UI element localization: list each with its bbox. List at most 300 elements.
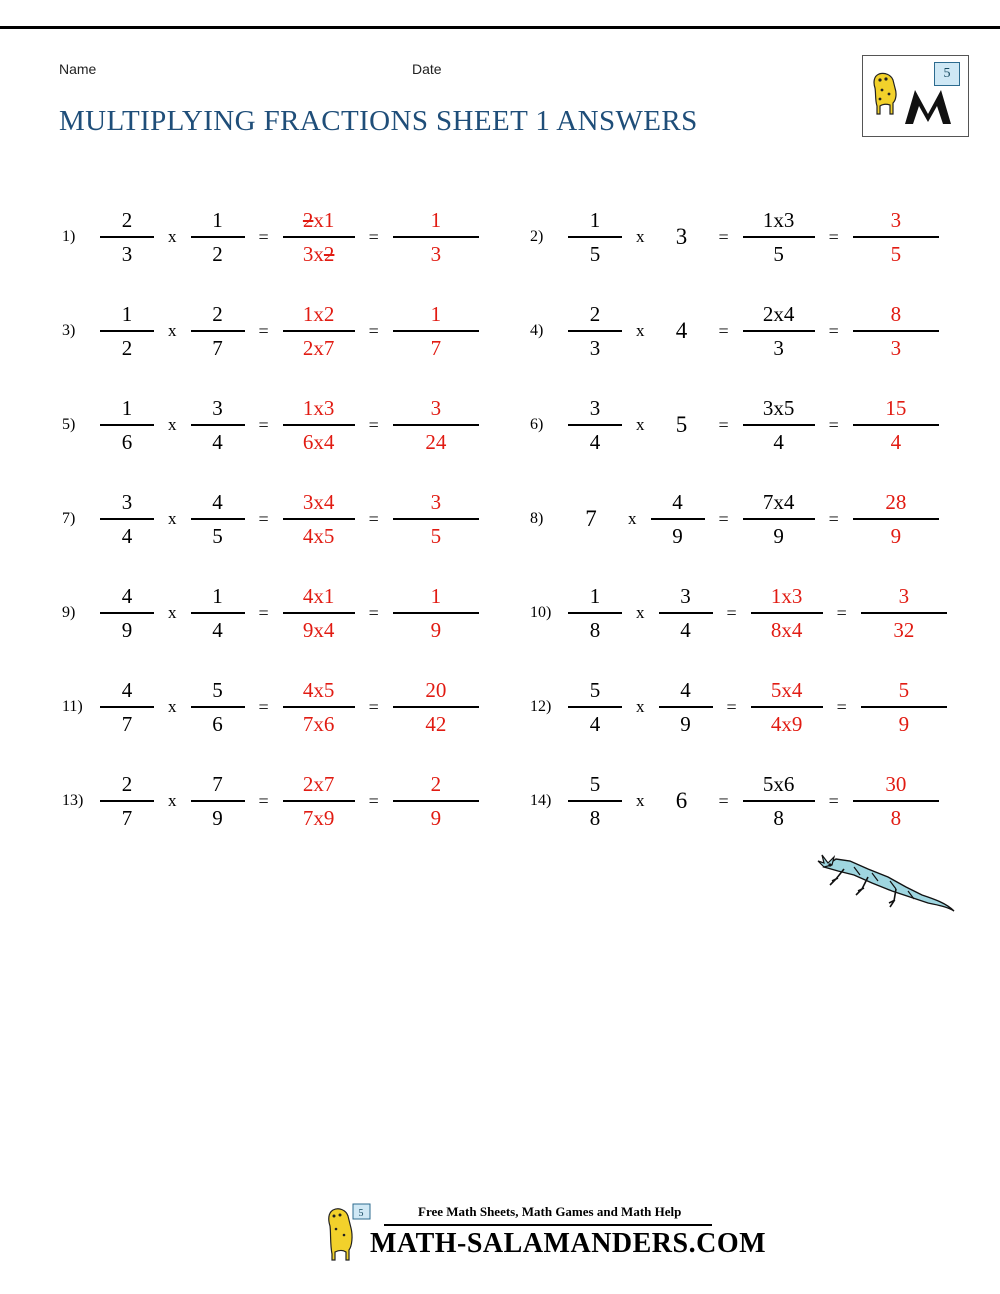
- equals-symbol: =: [258, 790, 269, 811]
- fraction-numerator: 4: [121, 678, 133, 702]
- problem: [530, 378, 943, 472]
- fraction: [100, 769, 154, 833]
- fraction-bar: [743, 424, 815, 426]
- fraction: [659, 581, 713, 645]
- working-fraction: [743, 487, 815, 551]
- fraction: [568, 299, 622, 363]
- equals-symbol: =: [368, 602, 379, 623]
- fraction-bar: [100, 706, 154, 708]
- fraction-denominator: 8: [890, 806, 902, 830]
- fraction-numerator: 20: [425, 678, 447, 702]
- answer-fraction: [853, 393, 939, 457]
- equals-symbol: =: [718, 790, 729, 811]
- fraction-numerator: 15: [885, 396, 907, 420]
- fraction-denominator: 9: [773, 524, 784, 548]
- fraction-numerator: 1x3: [762, 208, 795, 232]
- problem-number: 11): [62, 698, 83, 715]
- fraction-numerator: 28: [885, 490, 907, 514]
- fraction-numerator: 5x4: [770, 678, 803, 702]
- fraction-numerator: 5: [898, 678, 910, 702]
- grade-badge: 5: [934, 62, 960, 86]
- name-label: Name: [59, 61, 97, 77]
- salamander-icon: [871, 70, 901, 118]
- fraction-denominator: 5: [773, 242, 784, 266]
- fraction: [651, 487, 705, 551]
- fraction-denominator: 4x5: [302, 524, 335, 548]
- fraction-bar: [191, 800, 245, 802]
- multiply-symbol: x: [168, 321, 177, 340]
- top-divider: [0, 26, 1000, 29]
- footer-tagline: Free Math Sheets, Math Games and Math Help: [418, 1204, 682, 1219]
- fraction: [191, 299, 245, 363]
- problem-number: 4): [530, 322, 544, 339]
- problem-list: [0, 190, 1000, 848]
- problem-number: 3): [62, 322, 76, 339]
- multiply-symbol: x: [636, 227, 645, 246]
- working-fraction: [283, 769, 355, 833]
- problem-number: 10): [530, 604, 552, 621]
- multiply-symbol: x: [628, 509, 637, 528]
- fraction-denominator: 4: [212, 618, 223, 642]
- working-fraction: [751, 581, 823, 645]
- fraction-denominator: 3: [430, 242, 442, 266]
- fraction: [100, 487, 154, 551]
- problem-number: 9): [62, 604, 76, 621]
- fraction-numerator: 4: [121, 584, 133, 608]
- fraction-denominator: 7: [212, 336, 223, 360]
- equals-symbol: =: [836, 696, 847, 717]
- fraction-numerator: 7: [212, 772, 223, 796]
- fraction-bar: [393, 706, 479, 708]
- fraction-denominator: 8: [589, 806, 601, 830]
- fraction: [568, 675, 622, 739]
- fraction-bar: [651, 518, 705, 520]
- fraction-denominator: 8: [589, 618, 601, 642]
- fraction-denominator: 5: [212, 524, 223, 548]
- equals-symbol: =: [258, 696, 269, 717]
- answer-fraction: [853, 299, 939, 363]
- fraction: [100, 205, 154, 269]
- working-fraction: [283, 581, 355, 645]
- answer-fraction: [393, 675, 479, 739]
- equals-symbol: =: [258, 320, 269, 341]
- fraction-numerator: 3: [212, 396, 223, 420]
- fraction: [100, 581, 154, 645]
- fraction-denominator: 2: [121, 336, 133, 360]
- fraction-denominator: 6: [212, 712, 223, 736]
- fraction: [568, 769, 622, 833]
- equals-symbol: =: [258, 508, 269, 529]
- fraction-numerator: 1: [212, 208, 223, 232]
- fraction-bar: [568, 800, 622, 802]
- fraction-bar: [743, 800, 815, 802]
- problem: [62, 190, 483, 284]
- fraction-denominator: 7x6: [302, 712, 335, 736]
- fraction-denominator: 5: [890, 242, 902, 266]
- equals-symbol: =: [828, 226, 839, 247]
- problem: [62, 472, 483, 566]
- multiply-symbol: x: [168, 697, 177, 716]
- whole-number: 4: [675, 318, 688, 343]
- fraction-bar: [191, 612, 245, 614]
- problem-row: [0, 660, 1000, 754]
- fraction-numerator: 3: [430, 490, 442, 514]
- fraction-bar: [393, 612, 479, 614]
- problem: [530, 566, 951, 660]
- problem-number: 5): [62, 416, 76, 433]
- multiply-symbol: x: [636, 697, 645, 716]
- problem: [530, 754, 943, 848]
- fraction-numerator: 1: [430, 584, 442, 608]
- fraction-bar: [861, 706, 947, 708]
- answer-fraction: [861, 675, 947, 739]
- fraction-bar: [100, 800, 154, 802]
- fraction-denominator: 9: [121, 618, 133, 642]
- working-fraction: [283, 299, 355, 363]
- fraction-numerator: 3: [121, 490, 133, 514]
- equals-symbol: =: [368, 696, 379, 717]
- fraction-numerator: 3x4: [302, 490, 335, 514]
- fraction: [568, 393, 622, 457]
- equals-symbol: =: [368, 320, 379, 341]
- fraction-bar: [568, 330, 622, 332]
- equals-symbol: =: [718, 320, 729, 341]
- working-fraction: [283, 675, 355, 739]
- fraction-denominator: 6: [121, 430, 133, 454]
- fraction-numerator: 1x3: [302, 396, 335, 420]
- answer-fraction: [393, 769, 479, 833]
- fraction-denominator: 4: [680, 618, 691, 642]
- equals-symbol: =: [718, 414, 729, 435]
- fraction-numerator: 3: [898, 584, 910, 608]
- equals-symbol: =: [718, 226, 729, 247]
- working-fraction: [743, 205, 815, 269]
- fraction-denominator: 4x9: [770, 712, 803, 736]
- fraction-numerator: 1: [121, 396, 133, 420]
- fraction-denominator: 7: [430, 336, 442, 360]
- fraction-bar: [853, 800, 939, 802]
- fraction-bar: [568, 424, 622, 426]
- fraction-numerator: 5: [212, 678, 223, 702]
- multiply-symbol: x: [168, 415, 177, 434]
- fraction-denominator: 3: [890, 336, 902, 360]
- equals-symbol: =: [368, 226, 379, 247]
- fraction-bar: [568, 236, 622, 238]
- fraction-denominator: 3: [589, 336, 601, 360]
- fraction-numerator: 2: [212, 302, 223, 326]
- fraction: [100, 393, 154, 457]
- problem-number: 12): [530, 698, 552, 715]
- fraction-numerator: 3: [680, 584, 691, 608]
- page-title: MULTIPLYING FRACTIONS SHEET 1 ANSWERS: [59, 105, 698, 137]
- fraction-numerator: 3: [430, 396, 442, 420]
- problem-number: 14): [530, 792, 552, 809]
- fraction-numerator: 1: [589, 584, 601, 608]
- equals-symbol: =: [828, 508, 839, 529]
- problem: [62, 378, 483, 472]
- equals-symbol: =: [828, 414, 839, 435]
- problem-number: 2): [530, 228, 544, 245]
- fraction-denominator: 2x7: [302, 336, 335, 360]
- fraction-denominator: 6x4: [302, 430, 335, 454]
- fraction-bar: [659, 706, 713, 708]
- fraction-numerator: 2: [589, 302, 601, 326]
- multiply-symbol: x: [636, 321, 645, 340]
- fraction-numerator: 1: [430, 302, 442, 326]
- fraction-bar: [100, 518, 154, 520]
- equals-symbol: =: [258, 226, 269, 247]
- fraction-numerator: 1: [212, 584, 223, 608]
- fraction-denominator: 4: [212, 430, 223, 454]
- fraction-numerator: 4: [680, 678, 691, 702]
- fraction-denominator: 4: [589, 712, 601, 736]
- problem-row: [0, 754, 1000, 848]
- answer-fraction: [853, 769, 939, 833]
- equals-symbol: =: [828, 790, 839, 811]
- fraction-bar: [283, 612, 355, 614]
- fraction-bar: [393, 518, 479, 520]
- problem-number: 1): [62, 228, 76, 245]
- multiply-symbol: x: [636, 791, 645, 810]
- fraction-bar: [568, 706, 622, 708]
- fraction-numerator: 2x4: [762, 302, 795, 326]
- multiply-symbol: x: [168, 509, 177, 528]
- fraction-denominator: 3x2: [302, 242, 335, 266]
- fraction-bar: [191, 706, 245, 708]
- fraction: [568, 581, 622, 645]
- equals-symbol: =: [726, 696, 737, 717]
- equals-symbol: =: [368, 414, 379, 435]
- fraction-bar: [100, 424, 154, 426]
- fraction-bar: [751, 612, 823, 614]
- fraction-numerator: 30: [885, 772, 907, 796]
- fraction-bar: [283, 236, 355, 238]
- fraction-numerator: 3x5: [762, 396, 795, 420]
- fraction-denominator: 9: [430, 806, 442, 830]
- working-fraction: [743, 769, 815, 833]
- fraction-numerator: 5: [589, 678, 601, 702]
- svg-text:5: 5: [358, 1208, 364, 1219]
- fraction-numerator: 4: [212, 490, 223, 514]
- problem: [530, 284, 943, 378]
- fraction-denominator: 3: [121, 242, 133, 266]
- fraction-denominator: 9: [212, 806, 223, 830]
- fraction-bar: [283, 518, 355, 520]
- problem-row: [0, 284, 1000, 378]
- problem-row: [0, 378, 1000, 472]
- fraction-denominator: 4: [589, 430, 601, 454]
- problem-row: [0, 190, 1000, 284]
- fraction-bar: [659, 612, 713, 614]
- fraction-numerator: 2: [121, 208, 133, 232]
- fraction-denominator: 42: [425, 712, 447, 736]
- fraction-numerator: 8: [890, 302, 902, 326]
- fraction-denominator: 8x4: [770, 618, 803, 642]
- equals-symbol: =: [258, 602, 269, 623]
- answer-fraction: [393, 393, 479, 457]
- problem-row: [0, 566, 1000, 660]
- logo-m-mark: [903, 84, 953, 126]
- fraction-denominator: 9: [898, 712, 910, 736]
- problem-number: 6): [530, 416, 544, 433]
- fraction-denominator: 9: [430, 618, 442, 642]
- fraction-numerator: 1x2: [302, 302, 335, 326]
- whole-number: 6: [675, 788, 688, 813]
- fraction-denominator: 8: [773, 806, 784, 830]
- fraction-bar: [743, 330, 815, 332]
- fraction-numerator: 5: [589, 772, 601, 796]
- fraction-bar: [283, 706, 355, 708]
- fraction-bar: [191, 518, 245, 520]
- fraction-denominator: 32: [893, 618, 915, 642]
- fraction-bar: [100, 330, 154, 332]
- answer-fraction: [853, 205, 939, 269]
- fraction-bar: [393, 330, 479, 332]
- fraction-denominator: 4: [773, 430, 784, 454]
- equals-symbol: =: [258, 414, 269, 435]
- problem: [530, 660, 951, 754]
- answer-fraction: [393, 581, 479, 645]
- equals-symbol: =: [828, 320, 839, 341]
- working-fraction: [283, 205, 355, 269]
- fraction-bar: [191, 236, 245, 238]
- fraction-numerator: 2: [430, 772, 442, 796]
- fraction-bar: [568, 612, 622, 614]
- working-fraction: [751, 675, 823, 739]
- fraction: [191, 581, 245, 645]
- fraction-bar: [853, 330, 939, 332]
- fraction: [100, 675, 154, 739]
- fraction-bar: [283, 424, 355, 426]
- fraction-denominator: 7: [121, 712, 133, 736]
- fraction-bar: [393, 236, 479, 238]
- problem-number: 8): [530, 510, 544, 527]
- working-fraction: [743, 299, 815, 363]
- problem: [62, 566, 483, 660]
- whole-number: 5: [675, 412, 688, 437]
- equals-symbol: =: [836, 602, 847, 623]
- multiply-symbol: x: [168, 791, 177, 810]
- fraction-bar: [100, 612, 154, 614]
- problem-number: 13): [62, 792, 84, 809]
- problem-number: 7): [62, 510, 76, 527]
- fraction-denominator: 9: [680, 712, 691, 736]
- equals-symbol: =: [368, 508, 379, 529]
- fraction-denominator: 9: [890, 524, 902, 548]
- fraction-bar: [853, 236, 939, 238]
- fraction-bar: [100, 236, 154, 238]
- fraction: [191, 769, 245, 833]
- fraction-denominator: 24: [425, 430, 447, 454]
- whole-number: 3: [675, 224, 688, 249]
- problem: [530, 472, 943, 566]
- fraction-numerator: 2: [121, 772, 133, 796]
- equals-symbol: =: [718, 508, 729, 529]
- equals-symbol: =: [726, 602, 737, 623]
- fraction-numerator: 2x7: [302, 772, 335, 796]
- multiply-symbol: x: [636, 415, 645, 434]
- fraction-bar: [743, 236, 815, 238]
- page-footer: [0, 1198, 1000, 1278]
- working-fraction: [283, 393, 355, 457]
- fraction-numerator: 3: [589, 396, 601, 420]
- fraction-numerator: 1: [589, 208, 601, 232]
- fraction-bar: [191, 424, 245, 426]
- fraction-numerator: 1x3: [770, 584, 803, 608]
- fraction-denominator: 3: [773, 336, 784, 360]
- multiply-symbol: x: [168, 603, 177, 622]
- problem: [530, 190, 943, 284]
- math-salamanders-logo: [862, 55, 969, 137]
- fraction-numerator: 1: [430, 208, 442, 232]
- fraction: [191, 205, 245, 269]
- fraction-denominator: 7: [121, 806, 133, 830]
- fraction-denominator: 7x9: [302, 806, 335, 830]
- answer-fraction: [393, 487, 479, 551]
- fraction-numerator: 4: [672, 490, 683, 514]
- lizard-decoration: [810, 845, 960, 940]
- answer-fraction: [393, 205, 479, 269]
- fraction-bar: [861, 612, 947, 614]
- fraction-numerator: 4x1: [302, 584, 335, 608]
- fraction-denominator: 5: [430, 524, 442, 548]
- fraction: [191, 393, 245, 457]
- fraction-denominator: 4: [890, 430, 902, 454]
- fraction-bar: [283, 330, 355, 332]
- equals-symbol: =: [368, 790, 379, 811]
- fraction-denominator: 9: [672, 524, 683, 548]
- fraction-denominator: 4: [121, 524, 133, 548]
- fraction-bar: [853, 424, 939, 426]
- fraction: [191, 487, 245, 551]
- working-fraction: [283, 487, 355, 551]
- fraction-numerator: 3: [890, 208, 902, 232]
- fraction-numerator: 5x6: [762, 772, 795, 796]
- problem-row: [0, 472, 1000, 566]
- fraction-denominator: 2: [212, 242, 223, 266]
- fraction-numerator: 4x5: [302, 678, 335, 702]
- working-fraction: [743, 393, 815, 457]
- fraction-bar: [743, 518, 815, 520]
- footer-divider: [384, 1224, 712, 1226]
- fraction: [659, 675, 713, 739]
- problem: [62, 660, 483, 754]
- fraction: [191, 675, 245, 739]
- problem: [62, 284, 483, 378]
- answer-fraction: [861, 581, 947, 645]
- footer-url: MATH-SALAMANDERS.COM: [370, 1228, 767, 1259]
- fraction: [568, 205, 622, 269]
- fraction-denominator: 5: [589, 242, 601, 266]
- problem: [62, 754, 483, 848]
- answer-fraction: [393, 299, 479, 363]
- date-label: Date: [412, 61, 442, 77]
- fraction-bar: [393, 800, 479, 802]
- whole-number: 7: [585, 506, 597, 531]
- fraction-bar: [393, 424, 479, 426]
- fraction-numerator: 2x1: [302, 208, 335, 232]
- fraction-denominator: 9x4: [302, 618, 335, 642]
- fraction-bar: [283, 800, 355, 802]
- fraction-numerator: 7x4: [762, 490, 795, 514]
- fraction-numerator: 1: [121, 302, 133, 326]
- fraction-bar: [751, 706, 823, 708]
- answer-fraction: [853, 487, 939, 551]
- multiply-symbol: x: [636, 603, 645, 622]
- multiply-symbol: x: [168, 227, 177, 246]
- fraction-bar: [853, 518, 939, 520]
- fraction-bar: [191, 330, 245, 332]
